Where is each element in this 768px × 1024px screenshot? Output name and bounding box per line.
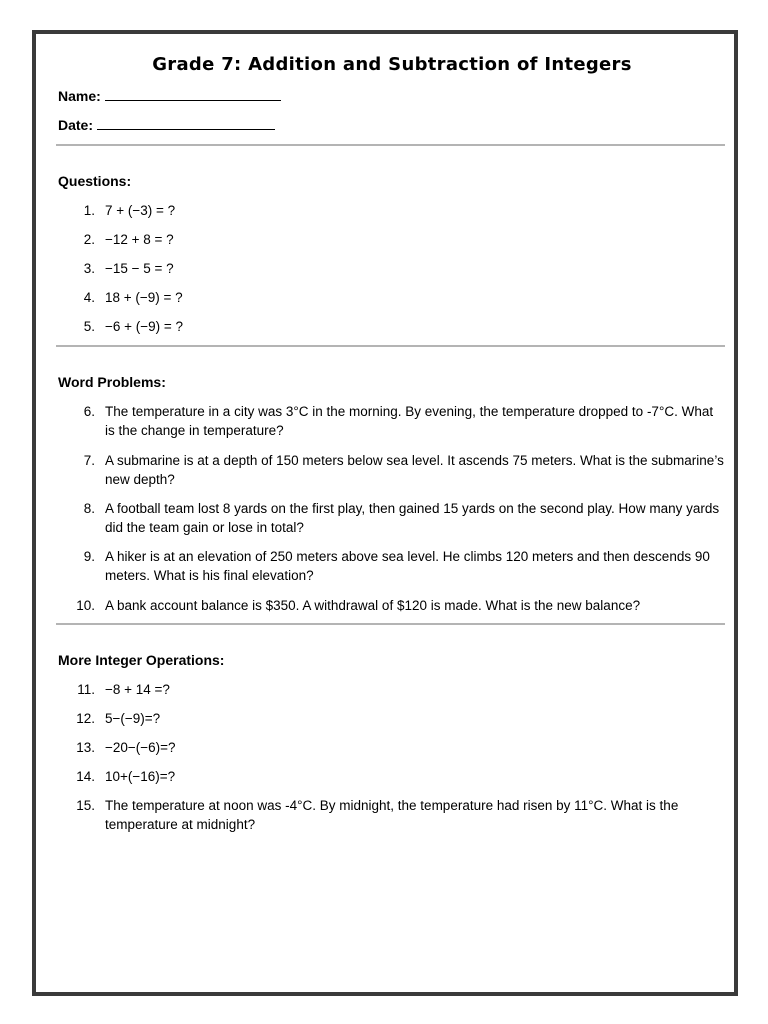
item-text: A bank account balance is $350. A withdrawal of $120 is made. What is the new balance? (105, 598, 641, 613)
page-title: Grade 7: Addition and Subtraction of Integers (152, 54, 632, 75)
item-number: 10. (76, 598, 95, 613)
item-number: 2. (83, 232, 95, 247)
item-number: 9. (83, 549, 95, 564)
date-blank-line[interactable] (97, 117, 275, 130)
item-text: A submarine is at a depth of 150 meters below sea level. It ascends 75 meters. What is the submarine’s new depth? (105, 453, 724, 487)
item-text: The temperature at noon was -4°C. By midnight, the temperature had risen by 11°C. What is the temperature at midnight? (105, 798, 679, 832)
item-number: 7. (83, 453, 95, 468)
item-text: −8 + 14 =? (105, 682, 170, 697)
item-text: −6 + (−9) = ? (105, 319, 184, 334)
divider-top (56, 144, 725, 146)
item-text: 5−(−9)=? (105, 711, 161, 726)
questions-heading: Questions: (58, 173, 132, 189)
item-text: The temperature in a city was 3°C in the morning. By evening, the temperature dropped to -7°C. What is the change in temperature? (105, 404, 714, 438)
more-operations-heading: More Integer Operations: (58, 652, 225, 668)
item-number: 13. (76, 740, 95, 755)
name-label: Name: (58, 88, 101, 104)
item-number: 3. (83, 261, 95, 276)
item-number: 11. (77, 682, 95, 697)
item-text: 10+(−16)=? (105, 769, 176, 784)
item-text: A football team lost 8 yards on the first play, then gained 15 yards on the second play. How many yards did the team gain or lose in total? (105, 501, 720, 535)
date-label: Date: (58, 117, 94, 133)
item-number: 6. (83, 404, 95, 419)
item-number: 4. (83, 290, 95, 305)
item-text: −15 − 5 = ? (105, 261, 174, 276)
word-problems-heading: Word Problems: (58, 374, 166, 390)
item-number: 1. (83, 203, 95, 218)
item-text: A hiker is at an elevation of 250 meters above sea level. He climbs 120 meters and then descends 90 meters. What is his final elevation? (105, 549, 710, 583)
item-number: 8. (83, 501, 95, 516)
divider-questions (56, 345, 725, 347)
item-text: 7 + (−3) = ? (105, 203, 176, 218)
item-number: 5. (83, 319, 95, 334)
item-number: 15. (76, 798, 95, 813)
item-text: −12 + 8 = ? (105, 232, 174, 247)
item-number: 14. (76, 769, 95, 784)
divider-word-problems (56, 623, 725, 625)
name-field (58, 88, 281, 104)
worksheet-page (32, 30, 738, 996)
date-field (58, 117, 275, 133)
item-number: 12. (76, 711, 95, 726)
item-text: −20−(−6)=? (105, 740, 176, 755)
item-text: 18 + (−9) = ? (105, 290, 183, 305)
name-blank-line[interactable] (105, 88, 281, 101)
